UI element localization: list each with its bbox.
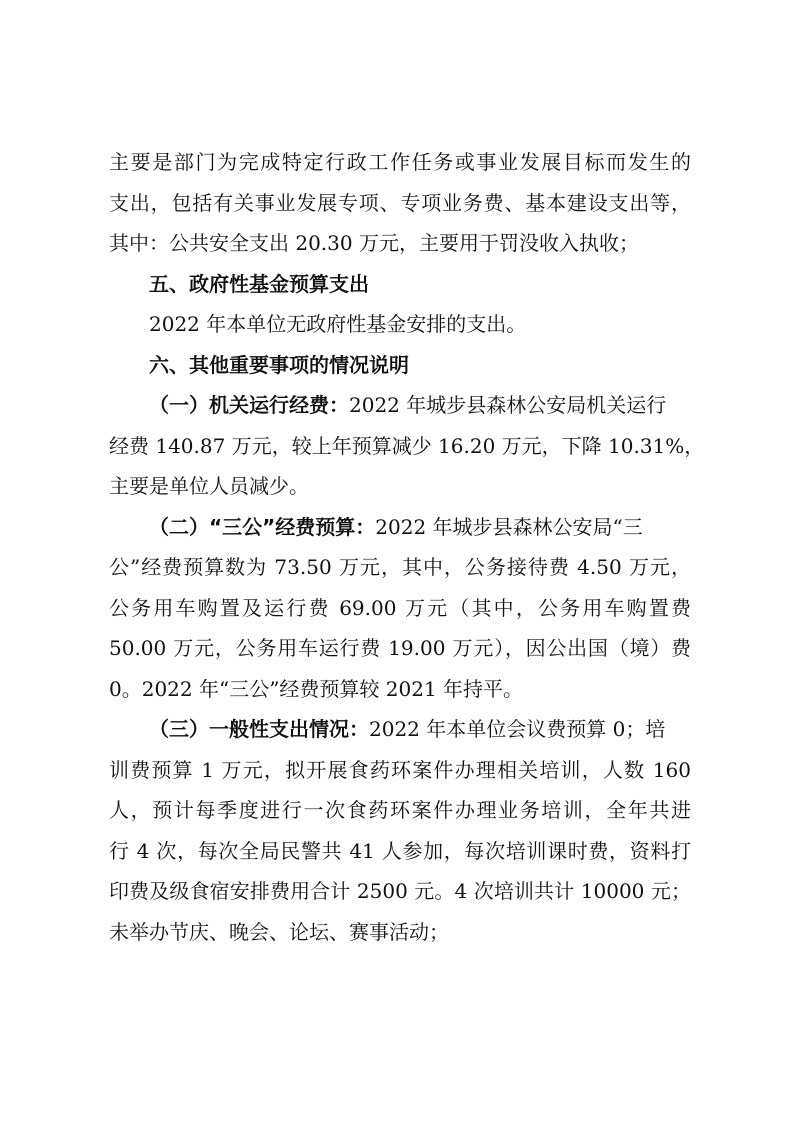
- subheading-operating-expenses: （一）机关运行经费：: [149, 393, 349, 417]
- body-line: 人，预计每季度进行一次食药环案件办理业务培训，全年共进: [109, 798, 691, 822]
- body-line: 未举办节庆、晚会、论坛、赛事活动；: [109, 919, 449, 944]
- body-line: 主要是部门为完成特定行政工作任务或事业发展目标而发生的: [109, 150, 691, 174]
- section-heading-government-fund: 五、政府性基金预算支出: [149, 271, 369, 296]
- section-heading-other-matters: 六、其他重要事项的情况说明: [149, 352, 409, 377]
- body-text: 2022 年本单位会议费预算 0；培: [369, 717, 666, 741]
- body-line: 其中：公共安全支出 20.30 万元，主要用于罚没收入执收；: [109, 231, 639, 255]
- body-line: 50.00 万元，公务用车运行费 19.00 万元），因公出国（境）费: [109, 636, 691, 660]
- body-line: 训费预算 1 万元，拟开展食药环案件办理相关培训，人数 160: [109, 757, 691, 782]
- body-line: 行 4 次，每次全局民警共 41 人参加，每次培训课时费，资料打: [109, 838, 691, 863]
- body-line: 支出，包括有关事业发展专项、专项业务费、基本建设支出等，: [109, 190, 691, 215]
- paragraph-operating-expenses-lead: [109, 385, 691, 426]
- body-line: 公务用车购置及运行费 69.00 万元（其中，公务用车购置费: [109, 595, 691, 620]
- paragraph-general-expenditure-lead: [109, 709, 691, 750]
- paragraph-three-public-lead: [109, 507, 691, 548]
- subheading-three-public-budget: （二）“三公”经费预算：: [149, 514, 376, 539]
- body-line: 0。2022 年“三公”经费预算较 2021 年持平。: [109, 676, 524, 701]
- subheading-general-expenditure: （三）一般性支出情况：: [149, 717, 369, 741]
- body-line: 印费及级食宿安排费用合计 2500 元。4 次培训共计 10000 元；: [109, 879, 691, 903]
- body-line: 经费 140.87 万元，较上年预算减少 16.20 万元，下降 10.31%，: [109, 433, 705, 458]
- body-text: 2022 年城步县森林公安局“三: [375, 514, 643, 539]
- body-line: 主要是单位人员减少。: [109, 474, 309, 498]
- body-text: 2022 年城步县森林公安局机关运行: [349, 393, 667, 417]
- body-line: 2022 年本单位无政府性基金安排的支出。: [149, 312, 527, 336]
- body-line: 公”经费预算数为 73.50 万元，其中，公务接待费 4.50 万元，: [109, 555, 691, 579]
- document-body: [109, 142, 705, 952]
